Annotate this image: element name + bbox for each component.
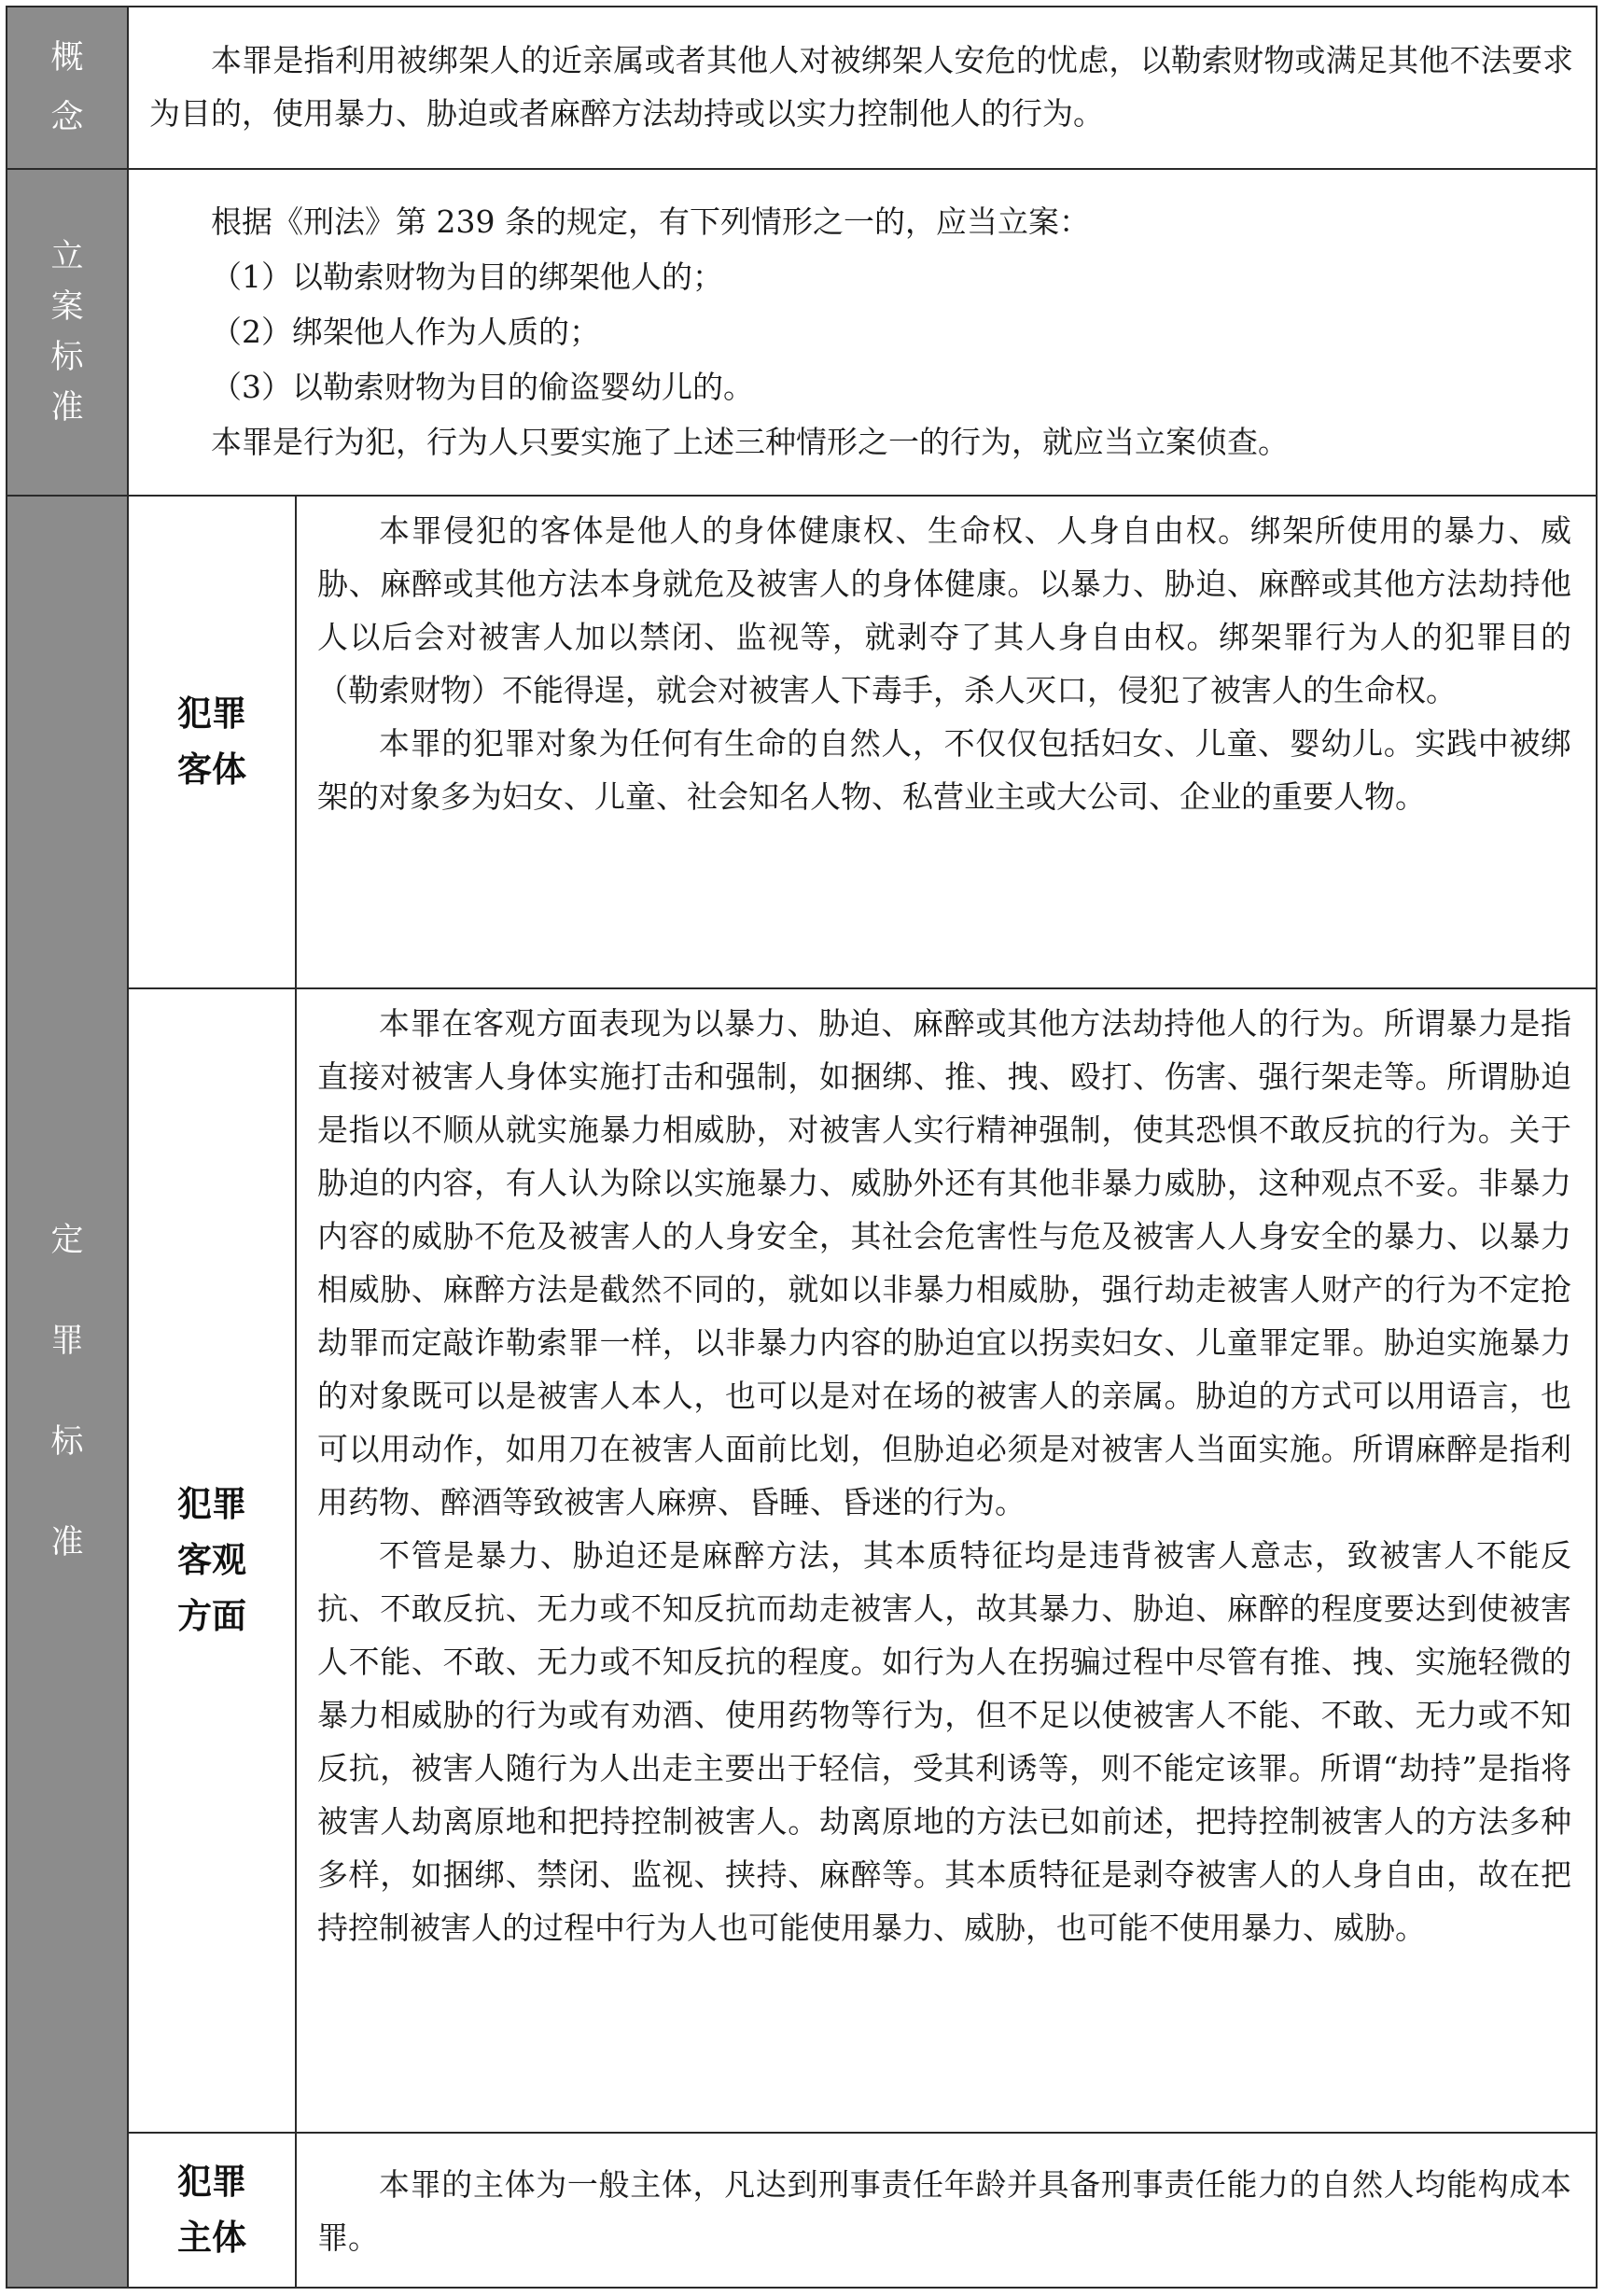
concept-content xyxy=(129,7,1596,168)
label-line: 主体 xyxy=(177,2218,246,2258)
label-line: 犯罪 xyxy=(177,1484,246,1524)
label-line: 客体 xyxy=(177,749,246,790)
crime-objective-section xyxy=(129,989,1596,2134)
header-char: 案 xyxy=(50,288,84,326)
label-line: 犯罪 xyxy=(177,2162,246,2202)
paragraph: 不管是暴力、胁迫还是麻醉方法，其本质特征均是违背被害人意志，致被害人不能反抗、不敢反抗、无力或不知反抗而劫走被害人，故其暴力、胁迫、麻醉的程度要达到使被害人不能、不敢、无力或不知反抗的程度。如行为人在拐骗过程中尽管有推、拽、实施轻微的暴力相威胁的行为或有劝酒、使用药物等行为，但不足以使被害人不能、不敢、无力或不知反抗，被害人随行为人出走主要出于轻信，受其利诱等，则不能定该罪。所谓“劫持”是指将被害人劫离原地和把持控制被害人。劫离原地的方法已如前述，把持控制被害人的方法多种多样，如捆绑、禁闭、监视、挟持、麻醉等。其本质特征是剥夺被害人的人身自由，故在把持控制被害人的过程中行为人也可能使用暴力、威胁，也可能不使用暴力、威胁。 xyxy=(317,1537,1571,1946)
filing-item: （2）绑架他人作为人质的； xyxy=(211,314,600,350)
crime-subject-content xyxy=(297,2134,1596,2287)
header-char: 罪 xyxy=(50,1323,84,1360)
header-char: 标 xyxy=(50,1423,84,1461)
crime-objective-content xyxy=(297,989,1596,2132)
concept-header xyxy=(7,7,129,168)
filing-content xyxy=(129,170,1596,495)
header-char: 定 xyxy=(50,1222,84,1259)
header-char: 立 xyxy=(50,238,84,275)
filing-intro: 根据《刑法》第 239 条的规定，有下列情形之一的，应当立案： xyxy=(211,203,1090,240)
paragraph: 本罪的犯罪对象为任何有生命的自然人，不仅仅包括妇女、儿童、婴幼儿。实践中被绑架的对象多为妇女、儿童、社会知名人物、私营业主或大公司、企业的重要人物。 xyxy=(317,725,1571,815)
crime-subject-label xyxy=(129,2134,297,2287)
crime-subject-section xyxy=(129,2134,1596,2287)
filing-conclusion: 本罪是行为犯，行为人只要实施了上述三种情形之一的行为，就应当立案侦查。 xyxy=(211,424,1289,460)
concept-row xyxy=(7,7,1596,170)
crime-object-label xyxy=(129,497,297,987)
label-line: 方面 xyxy=(177,1596,246,1636)
filing-item: （1）以勒索财物为目的绑架他人的； xyxy=(211,259,723,295)
filing-header xyxy=(7,170,129,495)
criminal-law-table xyxy=(6,6,1598,2289)
header-char: 概 xyxy=(50,39,84,77)
crime-objective-label xyxy=(129,989,297,2132)
filing-item: （3）以勒索财物为目的偷盗婴幼儿的。 xyxy=(211,369,754,405)
paragraph: 本罪侵犯的客体是他人的身体健康权、生命权、人身自由权。绑架所使用的暴力、威胁、麻醉或其他方法本身就危及被害人的身体健康。以暴力、胁迫、麻醉或其他方法劫持他人以后会对被害人加以禁闭、监视等，就剥夺了其人身自由权。绑架罪行为人的犯罪目的（勒索财物）不能得逞，就会对被害人下毒手，杀人灭口，侵犯了被害人的生命权。 xyxy=(317,512,1571,708)
concept-text: 本罪是指利用被绑架人的近亲属或者其他人对被绑架人安危的忧虑，以勒索财物或满足其他不法要求为目的，使用暴力、胁迫或者麻醉方法劫持或以实力控制他人的行为。 xyxy=(149,42,1573,132)
crime-object-section xyxy=(129,497,1596,989)
header-char: 念 xyxy=(50,99,84,136)
paragraph: 本罪在客观方面表现为以暴力、胁迫、麻醉或其他方法劫持他人的行为。所谓暴力是指直接对被害人身体实施打击和强制，如捆绑、推、拽、殴打、伤害、强行架走等。所谓胁迫是指以不顺从就实施暴力相威胁，对被害人实行精神强制，使其恐惧不敢反抗的行为。关于胁迫的内容，有人认为除以实施暴力、威胁外还有其他非暴力威胁，这种观点不妥。非暴力内容的威胁不危及被害人的人身安全，其社会危害性与危及被害人人身安全的暴力、以暴力相威胁、麻醉方法是截然不同的，就如以非暴力相威胁，强行劫走被害人财产的行为不定抢劫罪而定敲诈勒索罪一样，以非暴力内容的胁迫宜以拐卖妇女、儿童罪定罪。胁迫实施暴力的对象既可以是被害人本人，也可以是对在场的被害人的亲属。胁迫的方式可以用语言，也可以用动作，如用刀在被害人面前比划，但胁迫必须是对被害人当面实施。所谓麻醉是指利用药物、醉酒等致被害人麻痹、昏睡、昏迷的行为。 xyxy=(317,1005,1571,1520)
header-char: 标 xyxy=(50,339,84,376)
label-line: 犯罪 xyxy=(177,693,246,734)
header-char: 准 xyxy=(50,1524,84,1561)
label-line: 客观 xyxy=(177,1540,246,1580)
crime-object-content xyxy=(297,497,1596,987)
conviction-header xyxy=(7,497,129,2287)
filing-row xyxy=(7,170,1596,497)
header-char: 准 xyxy=(50,389,84,427)
conviction-row xyxy=(7,497,1596,2287)
paragraph: 本罪的主体为一般主体，凡达到刑事责任年龄并具备刑事责任能力的自然人均能构成本罪。 xyxy=(317,2166,1571,2256)
